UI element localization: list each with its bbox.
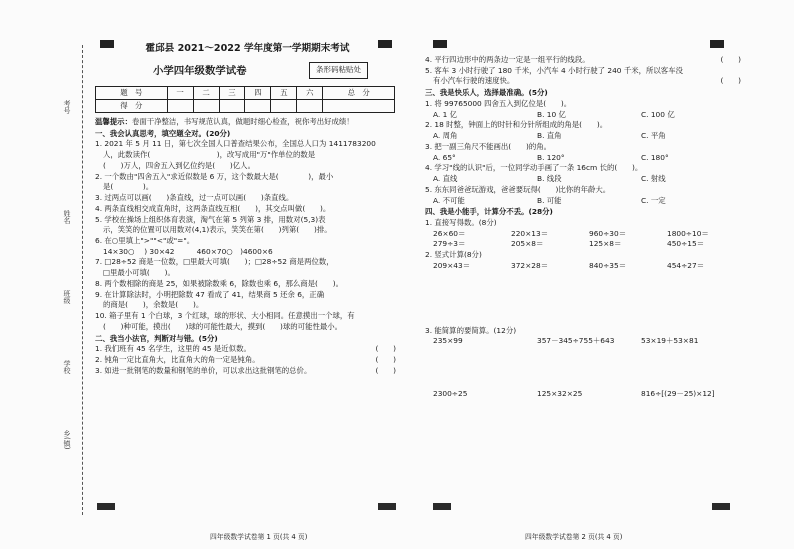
calc-heading: 1. 直接写得数。(8分) xyxy=(425,218,497,228)
calc-item: 125×8＝ xyxy=(589,239,622,249)
calc-heading: 3. 能简算的要简算。(12分) xyxy=(425,325,517,335)
answer-blank[interactable]: ( ) xyxy=(720,76,741,86)
question-line: 14×30○ ) 30×42 460×70○ )4600×6 xyxy=(103,246,273,256)
judge-text: 3. 如进一批钢笔的数量和钢笔的单价，可以求出这批钢笔的总价。 xyxy=(95,365,312,375)
judge-item xyxy=(425,55,745,66)
side-label-name: 姓名 xyxy=(63,210,71,224)
calc-item: 26×60＝ xyxy=(433,228,466,238)
barcode-box: 条形码粘贴处 xyxy=(309,62,368,79)
calc-row xyxy=(425,261,745,272)
choice-question: 3. 把一副三角尺不能画出( )的角。 xyxy=(425,141,552,151)
choice-question: 4. 学习"线的认识"后，一位同学动手画了一条 16cm 长的( )。 xyxy=(425,163,643,173)
judge-text: 2. 钝角一定比直角大，比直角大的角一定是钝角。 xyxy=(95,355,260,365)
page-left xyxy=(95,40,400,542)
question-line: ( )种可能，摸出( )球的可能性最大，摸到( )球的可能性最小。 xyxy=(103,321,343,331)
question-line: 2. 一个数由"四舍五入"求近似数是 6 万，这个数最大是( )，最小 xyxy=(95,171,334,181)
calc-row xyxy=(425,336,745,347)
answer-blank[interactable]: ( ) xyxy=(720,55,741,64)
question-line: 1. 2021 年 5 月 11 日，第七次全国人口普查结果公布，全国总人口为 1411783200 xyxy=(95,139,376,149)
calc-item: 209×43＝ xyxy=(433,260,471,270)
judge-text: 4. 平行四边形中的两条边一定是一组平行的线段。 xyxy=(425,55,590,64)
binding-line xyxy=(82,45,83,515)
calc-item: 816÷[(29－25)×12] xyxy=(641,389,715,399)
calc-item: 279÷3＝ xyxy=(433,239,466,249)
question-line: 10. 箱子里有 1 个白球，3 个红球，球的形状、大小相同。任意摸出一个球，有 xyxy=(95,311,355,321)
calc-item: 53×19＋53×81 xyxy=(641,336,699,346)
side-label-town: 乡(镇) xyxy=(63,430,71,450)
score-cell: 总 分 xyxy=(323,86,395,99)
question-line: 7. □28÷52 商是一位数，□里最大可填( )；□28÷52 商是两位数， xyxy=(95,257,334,267)
judge-item xyxy=(95,366,400,377)
calc-item: 205×8＝ xyxy=(511,239,544,249)
question-line: 4. 两条直线相交成直角时，这两条直线互相( )，其交点叫做( )。 xyxy=(95,203,331,213)
choice-option[interactable]: C. 射线 xyxy=(641,174,666,184)
choice-option[interactable]: C. 一定 xyxy=(641,195,666,205)
score-cell xyxy=(245,99,271,112)
answer-blank[interactable]: ( ) xyxy=(375,355,396,365)
choice-option[interactable]: A. 周角 xyxy=(433,131,458,141)
calc-item: 960÷30＝ xyxy=(589,228,627,238)
question-line: □里最小可填( )。 xyxy=(103,268,175,278)
calc-heading: 2. 竖式计算(8分) xyxy=(425,250,482,260)
choice-option[interactable]: C. 平角 xyxy=(641,131,666,141)
choice-options xyxy=(425,153,745,164)
question-line: 3. 过两点可以画( )条直线，过一点可以画( )条直线。 xyxy=(95,193,294,203)
score-cell xyxy=(167,99,193,112)
calc-item: 220×13＝ xyxy=(511,228,549,238)
score-cell: 五 xyxy=(271,86,297,99)
registration-mark xyxy=(433,40,447,48)
tip-text: 卷面干净整洁，书写规范认真，做题时细心检查，祝你考出好成绩！ xyxy=(131,116,354,126)
judge-item xyxy=(95,355,400,366)
page-footer: 四年级数学试卷第 1 页(共 4 页) xyxy=(210,533,308,542)
choice-option[interactable]: B. 可能 xyxy=(537,195,562,205)
section-2-heading: 二、我当小法官，判断对与错。(5分) xyxy=(95,333,218,343)
question-line: 9. 在计算除法时，小明把除数 47 看成了 41，结果商 5 还余 6，正确 xyxy=(95,289,325,299)
choice-options xyxy=(425,196,745,207)
score-cell xyxy=(193,99,219,112)
question-line: ( )万人，四舍五入到亿位约是( )亿人。 xyxy=(103,160,255,170)
choice-option[interactable]: C. 100 亿 xyxy=(641,109,675,119)
choice-options xyxy=(425,110,745,121)
score-cell xyxy=(219,99,245,112)
work-space xyxy=(425,272,745,326)
score-cell: 六 xyxy=(297,86,323,99)
side-label-school: 学校 xyxy=(63,360,71,374)
side-label-class: 班级 xyxy=(63,290,71,304)
judge-item xyxy=(95,344,400,355)
choice-option[interactable]: B. 120° xyxy=(537,152,565,162)
tip-label: 温馨提示： xyxy=(95,116,132,126)
question-line: 8. 两个数相除的商是 25，如果被除数乘 6，除数也乘 6，那么商是( )。 xyxy=(95,278,343,288)
question-line: 人，此数读作( )，改写成用"万"作单位的数是 xyxy=(103,150,316,160)
judge-text: 5. 客车 3 小时行驶了 180 千米，小汽车 4 小时行驶了 240 千米，所以客车没 xyxy=(425,65,683,75)
work-space xyxy=(425,347,745,389)
score-table xyxy=(95,86,395,113)
calc-item: 357－345÷755＋643 xyxy=(537,336,615,346)
choice-option[interactable]: B. 直角 xyxy=(537,131,562,141)
score-cell xyxy=(297,99,323,112)
registration-mark xyxy=(710,40,724,48)
section-3-heading: 三、我是快乐人，选择最准确。(5分) xyxy=(425,88,548,98)
calc-item: 125×32×25 xyxy=(537,389,583,399)
score-cell xyxy=(323,99,395,112)
calc-item: 2300÷25 xyxy=(433,389,468,399)
choice-question: 2. 18 时整，钟面上的时针和分针所组成的角是( )。 xyxy=(425,120,608,130)
side-label-exam-id: 考号 xyxy=(63,100,71,114)
calc-item: 454÷27＝ xyxy=(667,260,705,270)
score-cell: 三 xyxy=(219,86,245,99)
score-cell: 题 号 xyxy=(96,86,168,99)
calc-item: 1800÷10＝ xyxy=(667,228,709,238)
tip-note xyxy=(95,117,400,128)
choice-question: 1. 将 99765000 四舍五入到亿位是( )。 xyxy=(425,98,572,108)
exam-title: 霍邱县 2021～2022 学年度第一学期期末考试 xyxy=(145,43,350,54)
page-footer: 四年级数学试卷第 2 页(共 4 页) xyxy=(525,533,623,542)
calc-item: 450÷15＝ xyxy=(667,239,705,249)
score-cell: 一 xyxy=(167,86,193,99)
page-right xyxy=(425,55,745,542)
section-4-heading: 四、我是小能手，计算分不丢。(28分) xyxy=(425,207,553,217)
answer-blank[interactable]: ( ) xyxy=(375,365,396,375)
score-cell xyxy=(271,99,297,112)
score-cell: 四 xyxy=(245,86,271,99)
choice-question: 5. 东东同爸爸玩游戏，爸爸要玩得( )比你的年龄大。 xyxy=(425,184,611,194)
calc-item: 372×28＝ xyxy=(511,260,549,270)
question-line: 的商是( )，余数是( )。 xyxy=(103,300,204,310)
calc-item: 840÷35＝ xyxy=(589,260,627,270)
answer-blank[interactable]: ( ) xyxy=(375,344,396,354)
question-line: 示，笑笑的位置可以用数对(4,1)表示，笑笑在第( )列第( )排。 xyxy=(103,225,332,235)
section-1-heading: 一、我会认真思考，填空题全对。(20分) xyxy=(95,128,231,138)
question-line: 是( )。 xyxy=(103,182,154,192)
judge-text: 1. 我们班有 45 名学生，这里的 45 是近似数。 xyxy=(95,344,251,354)
choice-option[interactable]: B. 10 亿 xyxy=(537,109,566,119)
choice-option[interactable]: B. 线段 xyxy=(537,174,562,184)
question-line: 5. 学校在操场上组织体育表演，淘气在第 5 列第 3 排，用数对(5,3)表 xyxy=(95,214,326,224)
score-cell: 二 xyxy=(193,86,219,99)
choice-option[interactable]: A. 直线 xyxy=(433,174,458,184)
judge-text: 有小汽车行驶的速度快。 xyxy=(433,76,515,86)
choice-option[interactable]: A. 65° xyxy=(433,152,456,162)
choice-option[interactable]: A. 1 亿 xyxy=(433,109,458,119)
calc-row xyxy=(425,389,745,400)
choice-options xyxy=(425,174,745,185)
judge-item xyxy=(425,76,745,87)
exam-subtitle: 小学四年级数学试卷 xyxy=(153,64,247,77)
choice-option[interactable]: A. 不可能 xyxy=(433,195,465,205)
choice-option[interactable]: C. 180° xyxy=(641,152,669,162)
choice-options xyxy=(425,131,745,142)
score-cell: 得 分 xyxy=(96,99,168,112)
calc-row xyxy=(425,239,745,250)
calc-item: 235×99 xyxy=(433,336,463,346)
question-line: 6. 在○里填上">""<"或"="。 xyxy=(95,235,195,245)
calc-row xyxy=(425,229,745,240)
